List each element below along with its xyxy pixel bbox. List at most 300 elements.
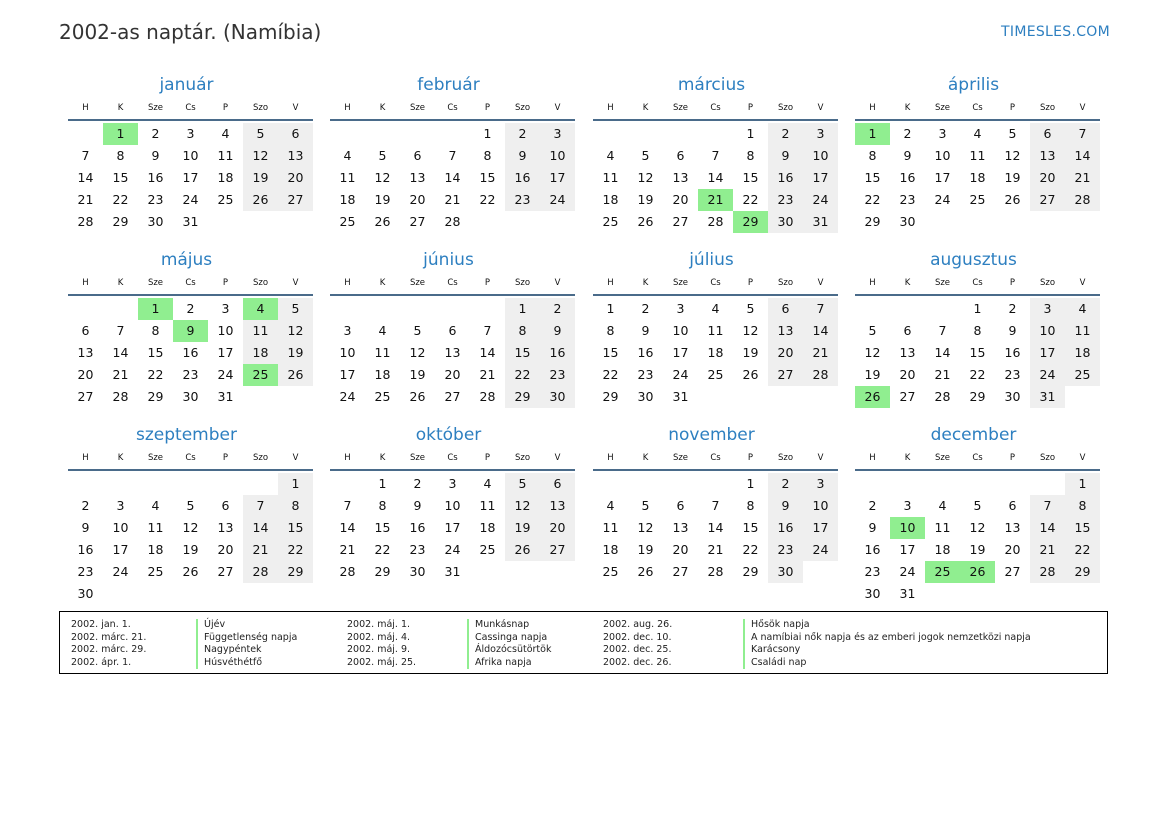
day-cell: 9 <box>1008 323 1017 338</box>
day-cell: 2 <box>1008 301 1017 316</box>
day-cell: 10 <box>1030 320 1065 342</box>
empty-day-cell <box>278 583 313 605</box>
weekday-label: H <box>869 453 876 463</box>
day-cell: 25 <box>1065 364 1100 386</box>
day-cell: 11 <box>969 148 986 163</box>
day-cell: 18 <box>969 170 986 185</box>
weekday-label: Sze <box>672 278 689 288</box>
weekday-label: Sze <box>934 278 951 288</box>
day-cell: 23 <box>637 367 654 382</box>
day-cell: 11 <box>479 498 496 513</box>
day-cell: 12 <box>637 520 654 535</box>
holiday-name: Hősök napja <box>743 619 810 632</box>
day-cell: 10 <box>182 148 199 163</box>
day-cell: 5 <box>278 298 313 320</box>
empty-day-cell <box>505 211 540 233</box>
empty-day-cell <box>890 473 925 495</box>
holiday-date: 2002. dec. 25. <box>603 644 672 655</box>
empty-day-cell <box>1030 211 1065 233</box>
day-cell: 20 <box>899 367 916 382</box>
day-cell: 3 <box>116 498 125 513</box>
day-cell: 20 <box>672 192 689 207</box>
holiday-name: Afrika napja <box>467 657 532 670</box>
weekday-label: V <box>292 453 299 463</box>
week-row <box>593 517 838 539</box>
weekday-label: K <box>379 278 386 288</box>
day-cell: 8 <box>746 148 755 163</box>
holiday-day-cell: 9 <box>173 320 208 342</box>
day-cell: 28 <box>1030 561 1065 583</box>
day-cell: 11 <box>147 520 164 535</box>
day-cell: 26 <box>637 214 654 229</box>
day-cell: 6 <box>221 498 230 513</box>
day-cell: 3 <box>1030 298 1065 320</box>
day-cell: 4 <box>711 301 720 316</box>
day-cell: 5 <box>746 301 755 316</box>
week-row <box>330 386 575 408</box>
day-cell: 11 <box>602 170 619 185</box>
month-8 <box>68 423 313 605</box>
week-row <box>330 189 575 211</box>
day-cell: 21 <box>707 542 724 557</box>
day-cell: 9 <box>81 520 90 535</box>
weekday-label: Szo <box>252 278 269 288</box>
day-cell: 25 <box>147 564 164 579</box>
day-cell: 25 <box>969 192 986 207</box>
empty-day-cell <box>1030 583 1065 605</box>
weekday-label: Cs <box>710 453 721 463</box>
week-row <box>68 583 313 605</box>
day-cell: 18 <box>243 342 278 364</box>
week-row <box>855 364 1100 386</box>
day-cell: 4 <box>378 323 387 338</box>
week-row <box>593 298 838 320</box>
holiday-date: 2002. máj. 25. <box>347 656 417 668</box>
day-cell: 1 <box>278 473 313 495</box>
day-cell: 19 <box>637 192 654 207</box>
day-cell: 22 <box>602 367 619 382</box>
day-cell: 5 <box>1008 126 1017 141</box>
day-cell: 3 <box>803 123 838 145</box>
day-cell: 1 <box>746 126 755 141</box>
day-cell: 15 <box>112 170 129 185</box>
weekday-label: Cs <box>447 453 458 463</box>
day-cell: 9 <box>413 498 422 513</box>
day-cell: 3 <box>540 123 575 145</box>
week-row <box>68 561 313 583</box>
day-cell: 29 <box>374 564 391 579</box>
day-cell: 1 <box>378 476 387 491</box>
day-cell: 2 <box>903 126 912 141</box>
day-cell: 4 <box>221 126 230 141</box>
day-cell: 12 <box>637 170 654 185</box>
day-cell: 23 <box>409 542 426 557</box>
empty-day-cell <box>698 473 733 495</box>
week-row <box>68 298 313 320</box>
day-cell: 2 <box>641 301 650 316</box>
weekday-label: Sze <box>147 278 164 288</box>
day-cell: 19 <box>742 345 759 360</box>
month-name: április <box>947 75 1000 95</box>
day-cell: 22 <box>278 539 313 561</box>
day-cell: 27 <box>768 364 803 386</box>
day-cell: 11 <box>1065 320 1100 342</box>
month-name: augusztus <box>930 250 1017 270</box>
page-title: 2002-as naptár. (Namíbia) <box>59 20 322 44</box>
day-cell: 29 <box>505 386 540 408</box>
empty-day-cell <box>628 123 663 145</box>
month-7 <box>855 248 1100 408</box>
day-cell: 22 <box>112 192 129 207</box>
weekday-label: P <box>1009 453 1016 463</box>
day-cell: 4 <box>151 498 160 513</box>
day-cell: 2 <box>540 298 575 320</box>
day-cell: 13 <box>672 170 689 185</box>
day-cell: 20 <box>768 342 803 364</box>
day-cell: 25 <box>217 192 234 207</box>
weekday-header <box>855 447 1100 471</box>
day-cell: 15 <box>505 342 540 364</box>
empty-day-cell <box>663 473 698 495</box>
day-cell: 16 <box>77 542 94 557</box>
day-cell: 16 <box>637 345 654 360</box>
day-cell: 6 <box>1008 498 1017 513</box>
weekday-header <box>68 97 313 121</box>
day-cell: 28 <box>934 389 951 404</box>
empty-day-cell <box>540 211 575 233</box>
day-cell: 23 <box>864 564 881 579</box>
weekday-label: P <box>1009 103 1016 113</box>
weekday-label: K <box>379 453 386 463</box>
day-cell: 31 <box>803 211 838 233</box>
day-cell: 24 <box>540 189 575 211</box>
empty-day-cell <box>505 561 540 583</box>
day-cell: 16 <box>864 542 881 557</box>
day-cell: 31 <box>217 389 234 404</box>
weekday-label: K <box>904 453 911 463</box>
weekday-label: V <box>554 278 561 288</box>
weekday-label: Sze <box>934 103 951 113</box>
day-cell: 31 <box>182 214 199 229</box>
week-row <box>330 167 575 189</box>
holiday-day-cell: 1 <box>103 123 138 145</box>
day-cell: 27 <box>1030 189 1065 211</box>
day-cell: 11 <box>339 170 356 185</box>
day-cell: 23 <box>540 364 575 386</box>
week-row <box>855 320 1100 342</box>
week-row <box>68 495 313 517</box>
day-cell: 15 <box>278 517 313 539</box>
week-row <box>68 167 313 189</box>
empty-day-cell <box>995 473 1030 495</box>
week-row <box>330 211 575 233</box>
day-cell: 2 <box>768 123 803 145</box>
day-cell: 14 <box>444 170 461 185</box>
day-cell: 23 <box>768 189 803 211</box>
weekday-label: Cs <box>972 278 983 288</box>
day-cell: 8 <box>483 148 492 163</box>
day-cell: 6 <box>448 323 457 338</box>
weekday-label: K <box>379 103 386 113</box>
day-cell: 6 <box>278 123 313 145</box>
day-cell: 10 <box>444 498 461 513</box>
day-cell: 8 <box>868 148 877 163</box>
day-cell: 3 <box>448 476 457 491</box>
day-cell: 21 <box>479 367 496 382</box>
day-cell: 13 <box>409 170 426 185</box>
day-cell: 29 <box>1065 561 1100 583</box>
week-row <box>855 386 1100 408</box>
day-cell: 31 <box>444 564 461 579</box>
day-cell: 20 <box>1030 167 1065 189</box>
day-cell: 27 <box>409 214 426 229</box>
day-cell: 9 <box>768 495 803 517</box>
weekday-header <box>68 272 313 296</box>
day-cell: 19 <box>864 367 881 382</box>
day-cell: 14 <box>934 345 951 360</box>
day-cell: 18 <box>602 192 619 207</box>
day-cell: 14 <box>243 517 278 539</box>
weekday-label: Szo <box>1039 278 1056 288</box>
holiday-day-cell: 29 <box>733 211 768 233</box>
day-cell: 17 <box>803 167 838 189</box>
day-cell: 19 <box>374 192 391 207</box>
month-name: szeptember <box>136 425 237 445</box>
month-5 <box>330 248 575 408</box>
holiday-day-cell: 4 <box>243 298 278 320</box>
weekday-label: H <box>82 453 89 463</box>
empty-day-cell <box>593 123 628 145</box>
day-cell: 29 <box>278 561 313 583</box>
empty-day-cell <box>435 298 470 320</box>
week-row <box>855 211 1100 233</box>
weekday-label: H <box>344 278 351 288</box>
day-cell: 10 <box>112 520 129 535</box>
weekday-label: K <box>117 453 124 463</box>
empty-day-cell <box>173 583 208 605</box>
holiday-day-cell: 1 <box>138 298 173 320</box>
day-cell: 24 <box>1030 364 1065 386</box>
weekday-label: H <box>869 278 876 288</box>
weekday-label: K <box>642 103 649 113</box>
day-cell: 22 <box>147 367 164 382</box>
holiday-date: 2002. márc. 29. <box>71 644 147 655</box>
day-cell: 3 <box>938 126 947 141</box>
day-cell: 30 <box>637 389 654 404</box>
weekday-header <box>330 447 575 471</box>
month-1 <box>330 73 575 233</box>
site-link[interactable]: TIMESLES.COM <box>1001 24 1110 40</box>
weekday-header <box>593 272 838 296</box>
day-cell: 1 <box>505 298 540 320</box>
day-cell: 4 <box>483 476 492 491</box>
empty-day-cell <box>855 298 890 320</box>
weekday-label: V <box>292 103 299 113</box>
holiday-date: 2002. máj. 9. <box>347 644 411 655</box>
day-cell: 5 <box>868 323 877 338</box>
day-cell: 12 <box>864 345 881 360</box>
empty-day-cell <box>855 473 890 495</box>
day-cell: 27 <box>278 189 313 211</box>
weekday-header <box>593 447 838 471</box>
weekday-label: Sze <box>409 453 426 463</box>
week-row <box>855 342 1100 364</box>
holiday-name: Nagypéntek <box>196 644 262 657</box>
day-cell: 11 <box>934 520 951 535</box>
day-cell: 28 <box>1065 189 1100 211</box>
day-cell: 27 <box>1004 564 1021 579</box>
day-cell: 27 <box>672 214 689 229</box>
day-cell: 3 <box>221 301 230 316</box>
weekday-label: V <box>1079 103 1086 113</box>
holiday-day-cell: 26 <box>855 386 890 408</box>
day-cell: 7 <box>483 323 492 338</box>
empty-day-cell <box>925 473 960 495</box>
weekday-label: Szo <box>252 453 269 463</box>
day-cell: 10 <box>934 148 951 163</box>
day-cell: 5 <box>243 123 278 145</box>
day-cell: 5 <box>973 498 982 513</box>
week-row <box>330 320 575 342</box>
day-cell: 16 <box>505 167 540 189</box>
day-cell: 21 <box>243 539 278 561</box>
week-row <box>330 145 575 167</box>
month-name: október <box>415 425 482 445</box>
day-cell: 18 <box>217 170 234 185</box>
day-cell: 12 <box>182 520 199 535</box>
day-cell: 7 <box>938 323 947 338</box>
day-cell: 19 <box>409 367 426 382</box>
month-11 <box>855 423 1100 605</box>
day-cell: 23 <box>1004 367 1021 382</box>
empty-day-cell <box>1065 211 1100 233</box>
day-cell: 12 <box>374 170 391 185</box>
day-cell: 19 <box>1004 170 1021 185</box>
weekday-label: H <box>82 103 89 113</box>
empty-day-cell <box>663 123 698 145</box>
day-cell: 23 <box>505 189 540 211</box>
day-cell: 13 <box>768 320 803 342</box>
day-cell: 11 <box>374 345 391 360</box>
day-cell: 18 <box>374 367 391 382</box>
weekday-label: Cs <box>185 453 196 463</box>
empty-day-cell <box>243 473 278 495</box>
day-cell: 2 <box>768 473 803 495</box>
day-cell: 6 <box>676 498 685 513</box>
empty-day-cell <box>103 473 138 495</box>
week-row <box>330 123 575 145</box>
week-row <box>68 539 313 561</box>
day-cell: 18 <box>479 520 496 535</box>
week-row <box>855 189 1100 211</box>
weekday-label: V <box>292 278 299 288</box>
day-cell: 24 <box>182 192 199 207</box>
weekday-label: V <box>817 103 824 113</box>
day-cell: 29 <box>602 389 619 404</box>
weekday-label: P <box>484 103 491 113</box>
weekday-label: H <box>82 278 89 288</box>
day-cell: 7 <box>448 148 457 163</box>
day-cell: 4 <box>938 498 947 513</box>
day-cell: 20 <box>278 167 313 189</box>
weekday-label: Szo <box>514 103 531 113</box>
day-cell: 8 <box>278 495 313 517</box>
day-cell: 20 <box>444 367 461 382</box>
day-cell: 16 <box>899 170 916 185</box>
month-name: február <box>417 75 480 95</box>
day-cell: 12 <box>505 495 540 517</box>
day-cell: 26 <box>409 389 426 404</box>
weekday-label: Sze <box>934 453 951 463</box>
weekday-label: K <box>117 103 124 113</box>
day-cell: 28 <box>339 564 356 579</box>
day-cell: 23 <box>77 564 94 579</box>
day-cell: 24 <box>803 189 838 211</box>
weekday-header <box>593 97 838 121</box>
day-cell: 4 <box>606 498 615 513</box>
day-cell: 13 <box>278 145 313 167</box>
weekday-label: V <box>554 453 561 463</box>
weekday-label: Szo <box>777 453 794 463</box>
day-cell: 28 <box>803 364 838 386</box>
day-cell: 17 <box>899 542 916 557</box>
day-cell: 29 <box>112 214 129 229</box>
day-cell: 2 <box>186 301 195 316</box>
empty-day-cell <box>208 211 243 233</box>
week-row <box>855 517 1100 539</box>
day-cell: 7 <box>243 495 278 517</box>
day-cell: 5 <box>641 148 650 163</box>
empty-day-cell <box>803 386 838 408</box>
month-name: november <box>668 425 755 445</box>
day-cell: 15 <box>742 170 759 185</box>
month-name: március <box>677 75 746 95</box>
holiday-day-cell: 1 <box>855 123 890 145</box>
week-row <box>855 583 1100 605</box>
day-cell: 7 <box>116 323 125 338</box>
week-row <box>593 189 838 211</box>
day-cell: 23 <box>182 367 199 382</box>
day-cell: 14 <box>339 520 356 535</box>
empty-day-cell <box>768 386 803 408</box>
holiday-name: Húsvéthétfő <box>196 657 262 670</box>
day-cell: 7 <box>1030 495 1065 517</box>
day-cell: 1 <box>1065 473 1100 495</box>
empty-day-cell <box>470 298 505 320</box>
weekday-label: Cs <box>710 103 721 113</box>
weekday-label: H <box>607 103 614 113</box>
day-cell: 30 <box>540 386 575 408</box>
day-cell: 4 <box>973 126 982 141</box>
week-row <box>68 320 313 342</box>
weekday-label: Cs <box>710 278 721 288</box>
day-cell: 5 <box>641 498 650 513</box>
day-cell: 27 <box>77 389 94 404</box>
weekday-label: P <box>484 278 491 288</box>
month-name: május <box>160 250 213 270</box>
week-row <box>855 298 1100 320</box>
empty-day-cell <box>68 473 103 495</box>
day-cell: 17 <box>112 542 129 557</box>
day-cell: 21 <box>803 342 838 364</box>
day-cell: 9 <box>868 520 877 535</box>
day-cell: 4 <box>606 148 615 163</box>
day-cell: 28 <box>112 389 129 404</box>
day-cell: 24 <box>803 539 838 561</box>
week-row <box>593 342 838 364</box>
day-cell: 12 <box>969 520 986 535</box>
day-cell: 14 <box>112 345 129 360</box>
